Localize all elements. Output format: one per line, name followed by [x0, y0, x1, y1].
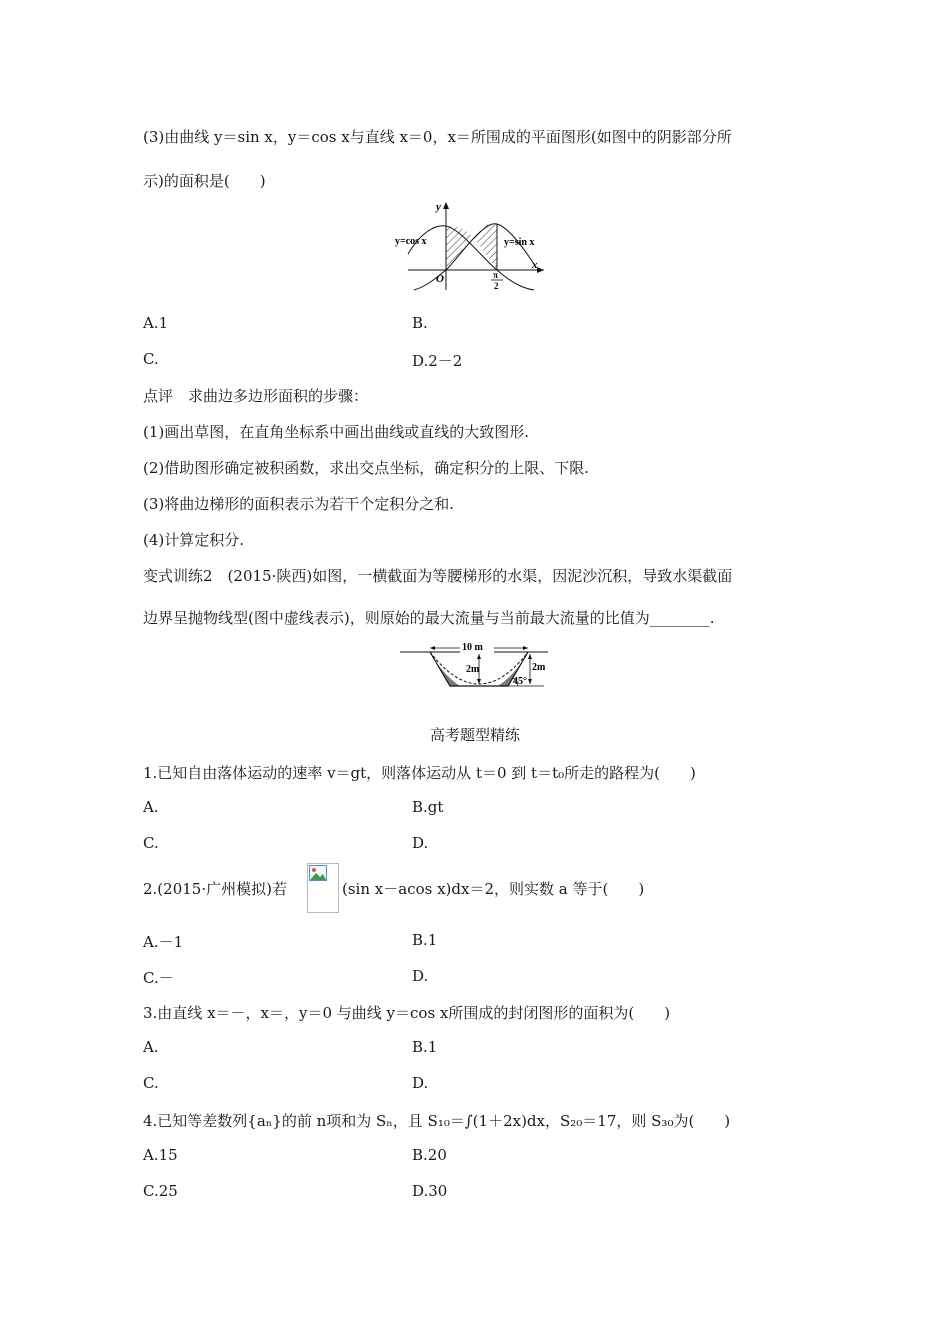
channel-figure: [400, 638, 552, 692]
q1-option-a[interactable]: A.: [143, 798, 159, 816]
q1-option-c[interactable]: C.: [143, 834, 159, 852]
q3-stem-line2: 示)的面积是( ): [143, 172, 266, 190]
width-arrow-left: [430, 646, 435, 650]
q2-option-c[interactable]: C.－: [143, 969, 174, 987]
q3-option-d[interactable]: D.2－2: [412, 352, 463, 370]
width-arrow-right: [523, 646, 528, 650]
two-label: 2: [494, 281, 499, 291]
broken-image-icon: [307, 863, 339, 913]
sin-curve: [414, 224, 534, 290]
sin-cos-area-figure: [394, 198, 564, 292]
origin-label: O: [436, 273, 444, 285]
center-depth-arrow-bottom: [477, 679, 481, 684]
right-depth-arrow-bottom: [528, 679, 532, 684]
q1-option-d[interactable]: D.: [412, 834, 429, 852]
center-depth-arrow-top: [477, 654, 481, 659]
x-axis-arrow: [537, 267, 544, 273]
review-heading: 点评 求曲边多边形面积的步骤：: [143, 387, 369, 405]
shaded-region-right: [474, 223, 497, 270]
q4-option-c[interactable]: C.25: [143, 1182, 178, 1200]
sin-label: y=sin x: [504, 237, 535, 248]
cos-label: y=cos x: [395, 236, 427, 247]
q2-option-a[interactable]: A.－1: [143, 933, 184, 951]
variant-stem-line2: 边界呈抛物线型(图中虚线表示)，则原始的最大流量与当前最大流量的比值为________.: [143, 609, 715, 627]
pi-label: π: [493, 270, 498, 280]
q3b-option-a[interactable]: A.: [143, 1038, 159, 1056]
variant-stem-line1: 变式训练2 (2015·陕西)如图，一横截面为等腰梯形的水渠，因泥沙沉积，导致水渠截面: [143, 567, 733, 585]
x-axis-label: x: [532, 259, 538, 271]
q3-option-b[interactable]: B.: [412, 314, 428, 332]
review-step-4: (4)计算定积分.: [143, 531, 245, 549]
q4-option-a[interactable]: A.15: [143, 1146, 178, 1164]
section-title: 高考题型精练: [429, 726, 520, 744]
q2-option-d[interactable]: D.: [412, 967, 429, 985]
q3b-option-b[interactable]: B.1: [412, 1038, 438, 1056]
q2-stem-prefix: 2.(2015·广州模拟)若: [143, 880, 287, 898]
center-depth-label: 2m: [466, 664, 480, 675]
q3b-option-c[interactable]: C.: [143, 1074, 159, 1092]
right-depth-label: 2m: [532, 662, 546, 673]
q3-stem-line1: (3)由曲线 y＝sin x，y＝cos x与直线 x＝0，x＝所围成的平面图形(如图中的阴影部分所: [143, 128, 732, 146]
q1-option-b[interactable]: B.gt: [412, 798, 444, 816]
shaded-region-left: [446, 226, 474, 270]
q4-option-d[interactable]: D.30: [412, 1182, 448, 1200]
q3b-stem: 3.由直线 x＝－，x＝，y＝0 与曲线 y＝cos x所围成的封闭图形的面积为( ): [143, 1004, 671, 1022]
review-step-3: (3)将曲边梯形的面积表示为若干个定积分之和.: [143, 495, 455, 513]
q2-option-b[interactable]: B.1: [412, 931, 438, 949]
review-step-2: (2)借助图形确定被积函数，求出交点坐标，确定积分的上限、下限.: [143, 459, 590, 477]
review-step-1: (1)画出草图，在直角坐标系中画出曲线或直线的大致图形.: [143, 423, 530, 441]
y-axis-arrow: [443, 202, 449, 209]
q3-option-a[interactable]: A.1: [143, 314, 169, 332]
right-depth-arrow-top: [528, 654, 532, 659]
angle-label: 45°: [513, 676, 527, 687]
q1-stem: 1.已知自由落体运动的速率 v＝gt，则落体运动从 t＝0 到 t＝t₀所走的路程为( ): [143, 764, 696, 782]
q2-stem-suffix: (sin x－acos x)dx＝2，则实数 a 等于( ): [342, 880, 645, 898]
q3b-option-d[interactable]: D.: [412, 1074, 429, 1092]
y-axis-label: y: [436, 201, 441, 213]
q4-option-b[interactable]: B.20: [412, 1146, 447, 1164]
q3-option-c[interactable]: C.: [143, 350, 159, 368]
q4-stem: 4.已知等差数列{aₙ}的前 n项和为 Sₙ，且 S₁₀＝∫(1＋2x)dx，S₂₀＝17，则 S₃₀为( ): [143, 1112, 731, 1130]
width-label: 10 m: [462, 642, 483, 653]
